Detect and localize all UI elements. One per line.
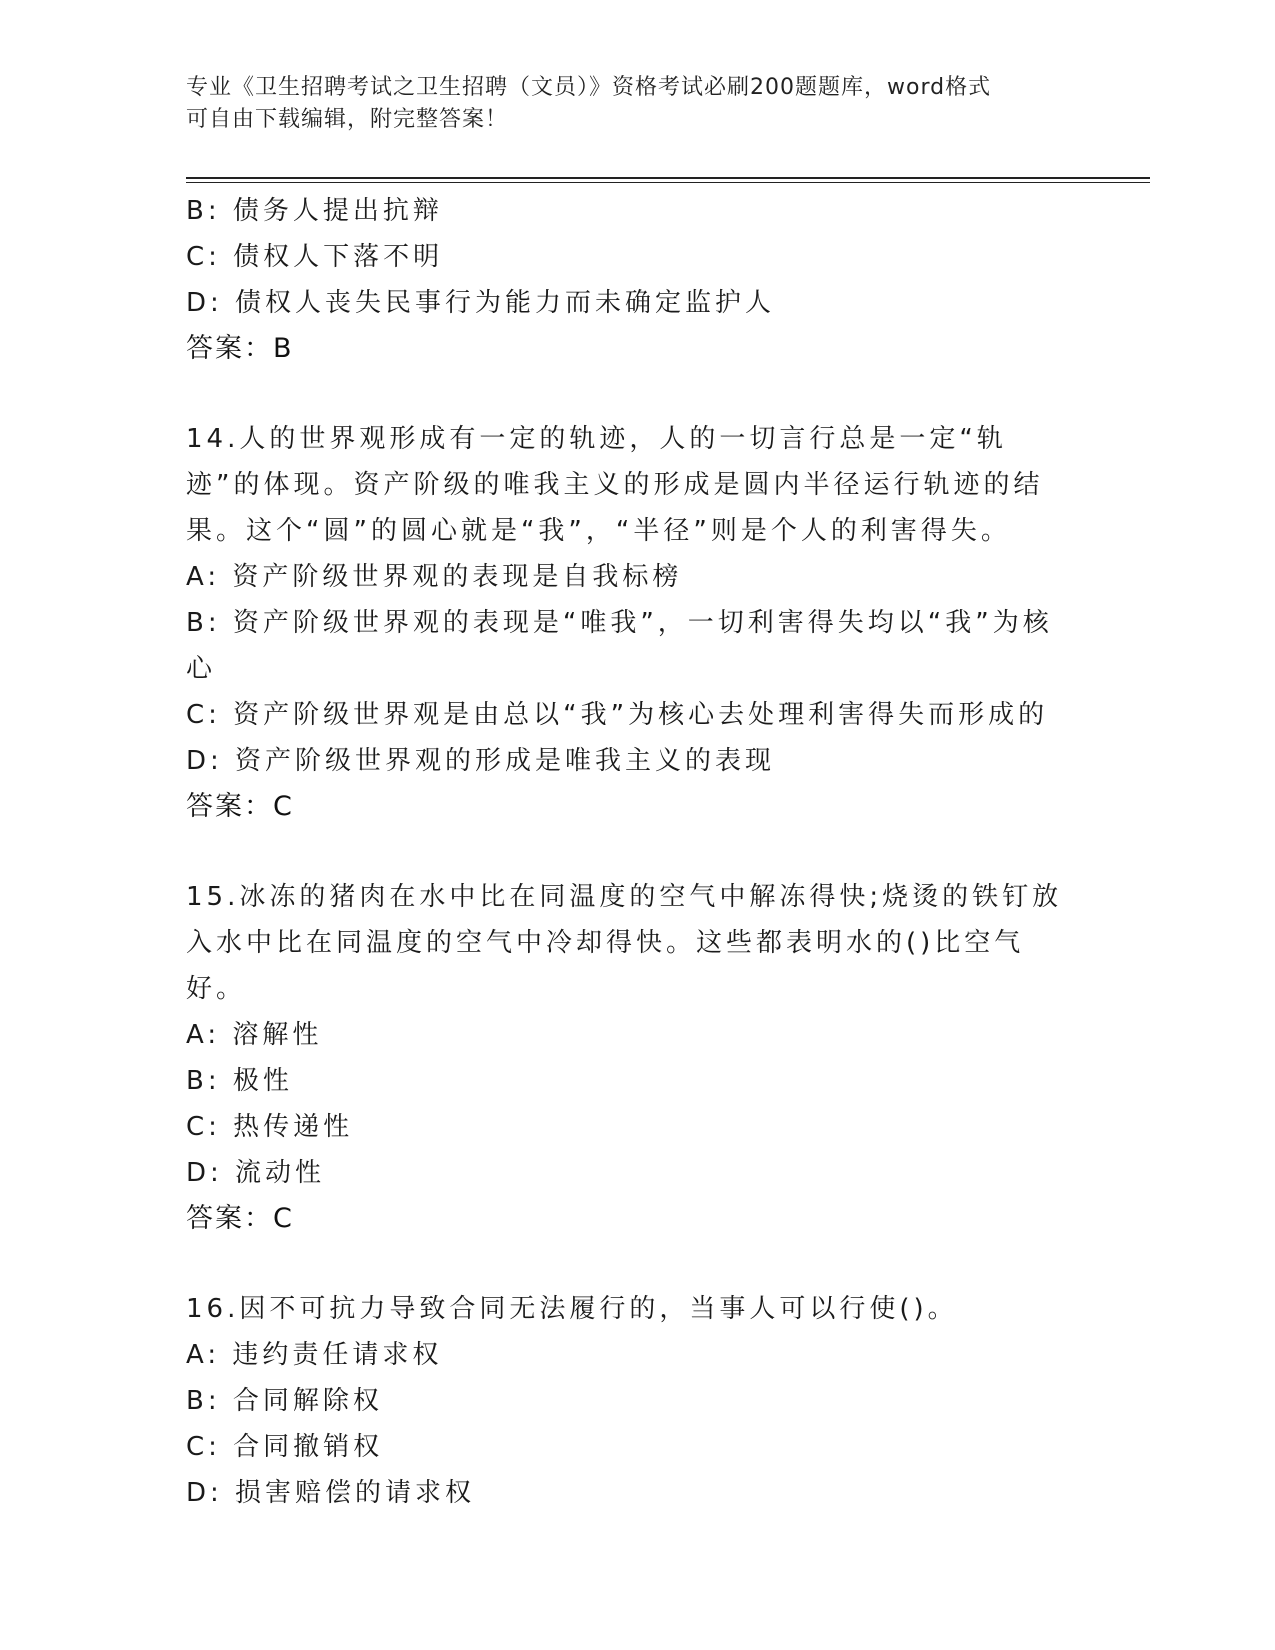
answer-line: 答案：C — [186, 1203, 294, 1234]
option-d: D: 资产阶级世界观的形成是唯我主义的表现 — [186, 746, 776, 776]
question-13-continued — [186, 188, 1076, 372]
option-b: B: 债务人提出抗辩 — [186, 196, 443, 226]
question-15 — [186, 874, 1076, 1242]
option-a: A: 溶解性 — [186, 1020, 323, 1050]
question-14 — [186, 416, 1076, 830]
option-c: C: 热传递性 — [186, 1112, 354, 1142]
answer-line: 答案：C — [186, 791, 294, 822]
option-d: D: 流动性 — [186, 1158, 326, 1188]
option-c: C: 合同撤销权 — [186, 1432, 384, 1462]
header-rule-thin — [186, 182, 1150, 183]
option-b: B: 极性 — [186, 1066, 293, 1096]
option-c: C: 债权人下落不明 — [186, 242, 444, 272]
option-d: D: 债权人丧失民事行为能力而未确定监护人 — [186, 288, 776, 318]
question-text: 15.冰冻的猪肉在水中比在同温度的空气中解冻得快;烧烫的铁钉放入水中比在同温度的空气中冷却得快。这些都表明水的()比空气好。 — [186, 882, 1063, 1004]
header-line-2: 可自由下载编辑，附完整答案！ — [186, 107, 509, 132]
header-line-1: 专业《卫生招聘考试之卫生招聘（文员）》资格考试必刷200题题库，word格式 — [186, 75, 992, 100]
spacer — [186, 1242, 1076, 1286]
option-b: B: 资产阶级世界观的表现是“唯我”，一切利害得失均以“我”为核心 — [186, 608, 1053, 684]
option-a: A: 资产阶级世界观的表现是自我标榜 — [186, 562, 683, 592]
question-list — [186, 188, 1076, 1516]
document-header — [186, 72, 1066, 136]
spacer — [186, 372, 1076, 416]
header-rule-thick — [186, 177, 1150, 179]
option-d: D: 损害赔偿的请求权 — [186, 1478, 476, 1508]
option-c: C: 资产阶级世界观是由总以“我”为核心去处理利害得失而形成的 — [186, 700, 1049, 730]
spacer — [186, 830, 1076, 874]
option-a: A: 违约责任请求权 — [186, 1340, 443, 1370]
question-text: 16.因不可抗力导致合同无法履行的，当事人可以行使()。 — [186, 1294, 958, 1324]
question-text: 14.人的世界观形成有一定的轨迹，人的一切言行总是一定“轨迹”的体现。资产阶级的唯我主义的形成是圆内半径运行轨迹的结果。这个“圆”的圆心就是“我”，“半径”则是个人的利害得失。 — [186, 424, 1044, 546]
option-b: B: 合同解除权 — [186, 1386, 383, 1416]
question-16 — [186, 1286, 1076, 1516]
answer-line: 答案：B — [186, 333, 294, 364]
